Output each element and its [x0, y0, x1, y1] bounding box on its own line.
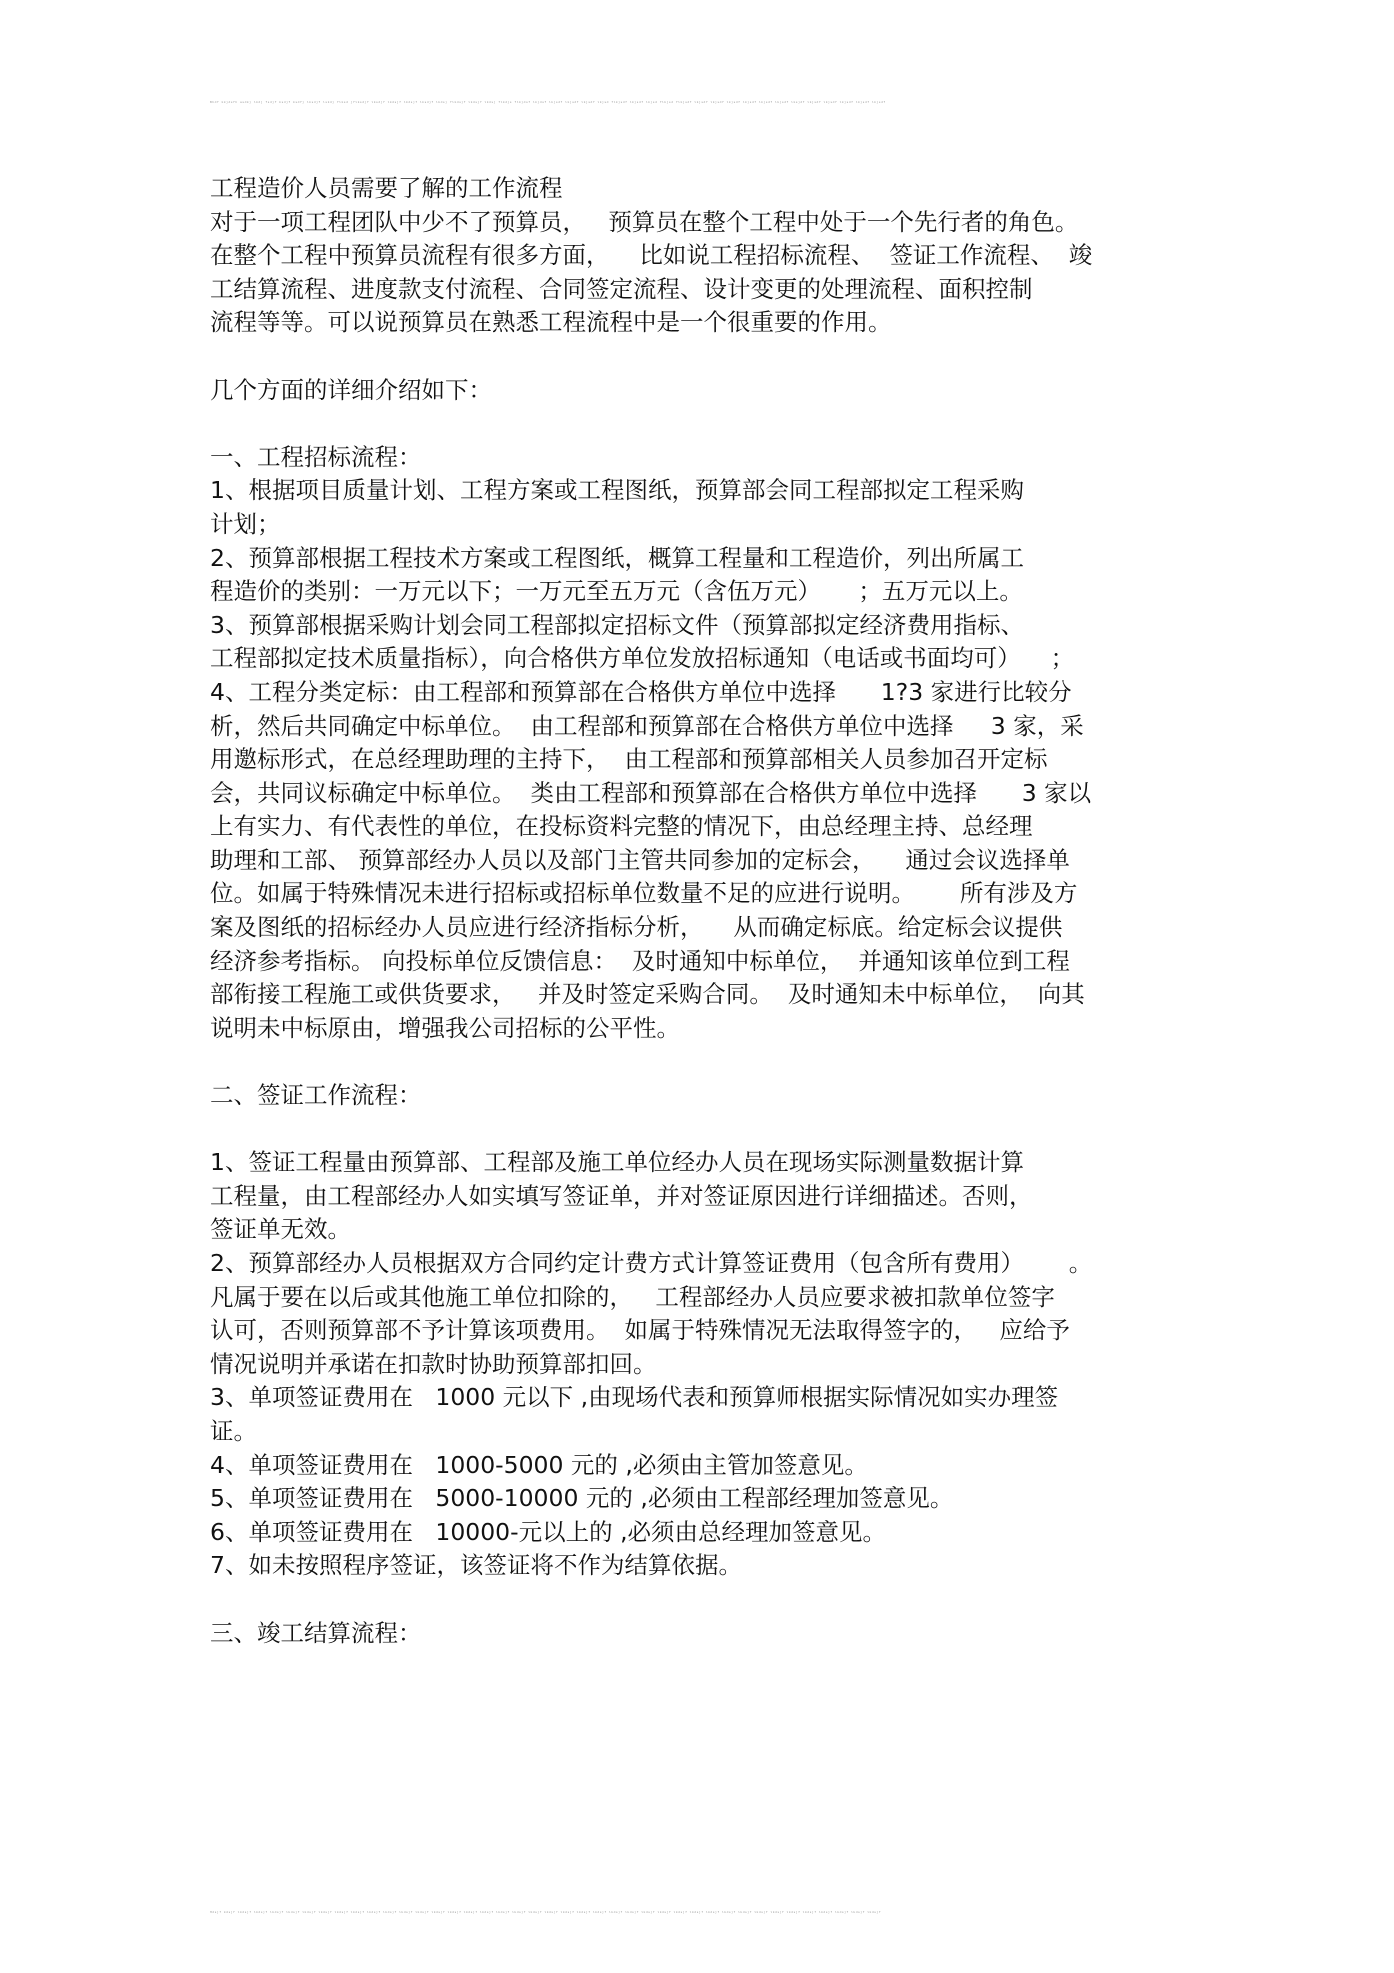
section-line: 程造价的类别：一万元以下；一万元至五万元（含伍万元） ；五万元以上。 — [210, 577, 1023, 606]
spacer — [210, 1583, 1195, 1617]
section-line: 部衔接工程施工或供货要求， 并及时签定采购合同。 及时通知未中标单位， 向其 — [210, 980, 1085, 1009]
section-line: 凡属于要在以后或其他施工单位扣除的， 工程部经办人员应要求被扣款单位签字 — [210, 1282, 1055, 1311]
intro-line: 工结算流程、进度款支付流程、合同签定流程、设计变更的处理流程、面积控制 — [210, 274, 1033, 303]
header-watermark-text: Bhdf kkjdsfh asdkj lkdj fsdjf ksdjf ksdfj lksdjf lskdj flksd jflksdjf lksdjf lkdsjf lkdsjf lksdjf lkdsj flkdsjf lkdsjf lkdsj flkdjs flkjdsf lkjdsf lkjsdf lkjsdf lkjsdf lkjsd flkjsdf lkjsdf lkjsd flkjsd flkjsdf lkjsdf lkjsdf lkjsdf lkjsdf lkjsdf lkjsdf lksjdf lkjsdf lkjsdf lkjsdf lkjsdf lkjsdf — [210, 100, 886, 104]
section-line: 析，然后共同确定中标单位。 由工程部和预算部在合格供方单位中选择 3 家，采 — [210, 711, 1084, 740]
intro-line: 对于一项工程团队中少不了预算员， 预算员在整个工程中处于一个先行者的角色。 — [210, 207, 1079, 236]
section-line: 2、预算部经办人员根据双方合同约定计费方式计算签证费用（包含所有费用） 。 — [210, 1249, 1093, 1277]
intro-paragraph — [210, 206, 1195, 340]
section-line: 案及图纸的招标经办人员应进行经济指标分析， 从而确定标底。给定标会议提供 — [210, 913, 1063, 942]
section-line: 助理和工部、 预算部经办人员以及部门主管共同参加的定标会， 通过会议选择单 — [210, 845, 1070, 874]
section-line: 3、单项签证费用在 1000 元以下 ,由现场代表和预算师根据实际情况如实办理签 — [210, 1383, 1059, 1412]
spacer — [210, 340, 1195, 374]
overview-text: 几个方面的详细介绍如下： — [210, 375, 492, 404]
section-line: 说明未中标原由，增强我公司招标的公平性。 — [210, 1013, 680, 1042]
section-line: 3、预算部根据采购计划会同工程部拟定招标文件（预算部拟定经济费用指标、 — [210, 610, 1024, 639]
section-bidding-body — [210, 474, 1195, 1045]
section-line: 情况说明并承诺在扣款时协助预算部扣回。 — [210, 1349, 657, 1378]
section-line: 上有实力、有代表性的单位，在投标资料完整的情况下，由总经理主持、总经理 — [210, 812, 1033, 841]
section-line: 6、单项签证费用在 10000-元以上的 ,必须由总经理加签意见。 — [210, 1517, 887, 1546]
section-line: 5、单项签证费用在 5000-10000 元的 ,必须由工程部经理加签意见。 — [210, 1484, 954, 1513]
document-title: 工程造价人员需要了解的工作流程 — [210, 174, 563, 202]
section-line: 4、单项签证费用在 1000-5000 元的 ,必须由主管加签意见。 — [210, 1450, 868, 1479]
section-line: 签证单无效。 — [210, 1215, 351, 1244]
section-line: 4、工程分类定标：由工程部和预算部在合格供方单位中选择 1?3 家进行比较分 — [210, 677, 1072, 706]
document-body — [210, 172, 1195, 1650]
spacer — [210, 1113, 1195, 1147]
section-line: 位。如属于特殊情况未进行招标或招标单位数量不足的应进行说明。 所有涉及方 — [210, 879, 1078, 908]
section-heading-visa: 二、签证工作流程： — [210, 1081, 422, 1110]
spacer — [210, 407, 1195, 441]
intro-line: 流程等等。可以说预算员在熟悉工程流程中是一个很重要的作用。 — [210, 308, 892, 337]
footer-watermark-text: Hdsjf kdsjf lkdsjf lkdsjf lkdsjf lkdsjf lkdsjf lkdsjf lkdsjf lkdsjf lkdsjf lkdsjf lkdsjf lkdsjf lkdsjf lkdsjf lkdsjf lkdsjf lkdsjf lkdsjf lkdsjf lkdsjf lkdsjf lkdsjf lkdsjf lkdsjf lkdsjf lkdsjf lkdsjf lkdsjf lkdsjf lkdsjf lkdsjf lkdsjf lkdsjf lkdsjf lkdsjf lkdsjf lkdsjf lkdsjf lkdsjf lkdsjf — [210, 1910, 882, 1914]
section-line: 7、如未按照程序签证，该签证将不作为结算依据。 — [210, 1551, 742, 1580]
section-heading-settlement: 三、竣工结算流程： — [210, 1618, 422, 1647]
section-line: 计划； — [210, 509, 281, 538]
section-heading-bidding: 一、工程招标流程： — [210, 442, 422, 471]
section-line: 认可，否则预算部不予计算该项费用。 如属于特殊情况无法取得签字的， 应给予 — [210, 1316, 1070, 1345]
section-line: 工程部拟定技术质量指标），向合格供方单位发放招标通知（电话或书面均可） ； — [210, 644, 1075, 673]
section-line: 会，共同议标确定中标单位。 类由工程部和预算部在合格供方单位中选择 3 家以 — [210, 778, 1092, 807]
section-line: 1、签证工程量由预算部、工程部及施工单位经办人员在现场实际测量数据计算 — [210, 1148, 1024, 1177]
section-line: 经济参考指标。 向投标单位反馈信息： 及时通知中标单位， 并通知该单位到工程 — [210, 946, 1070, 975]
section-line: 用邀标形式，在总经理助理的主持下， 由工程部和预算部相关人员参加召开定标 — [210, 745, 1048, 774]
section-visa-body — [210, 1146, 1195, 1583]
section-line: 2、预算部根据工程技术方案或工程图纸，概算工程量和工程造价，列出所属工 — [210, 543, 1024, 572]
section-line: 1、根据项目质量计划、工程方案或工程图纸，预算部会同工程部拟定工程采购 — [210, 476, 1024, 505]
intro-line: 在整个工程中预算员流程有很多方面， 比如说工程招标流程、 签证工作流程、 竣 — [210, 241, 1093, 270]
section-line: 证。 — [210, 1416, 257, 1445]
spacer — [210, 1045, 1195, 1079]
section-line: 工程量，由工程部经办人如实填写签证单，并对签证原因进行详细描述。否则， — [210, 1181, 1033, 1210]
